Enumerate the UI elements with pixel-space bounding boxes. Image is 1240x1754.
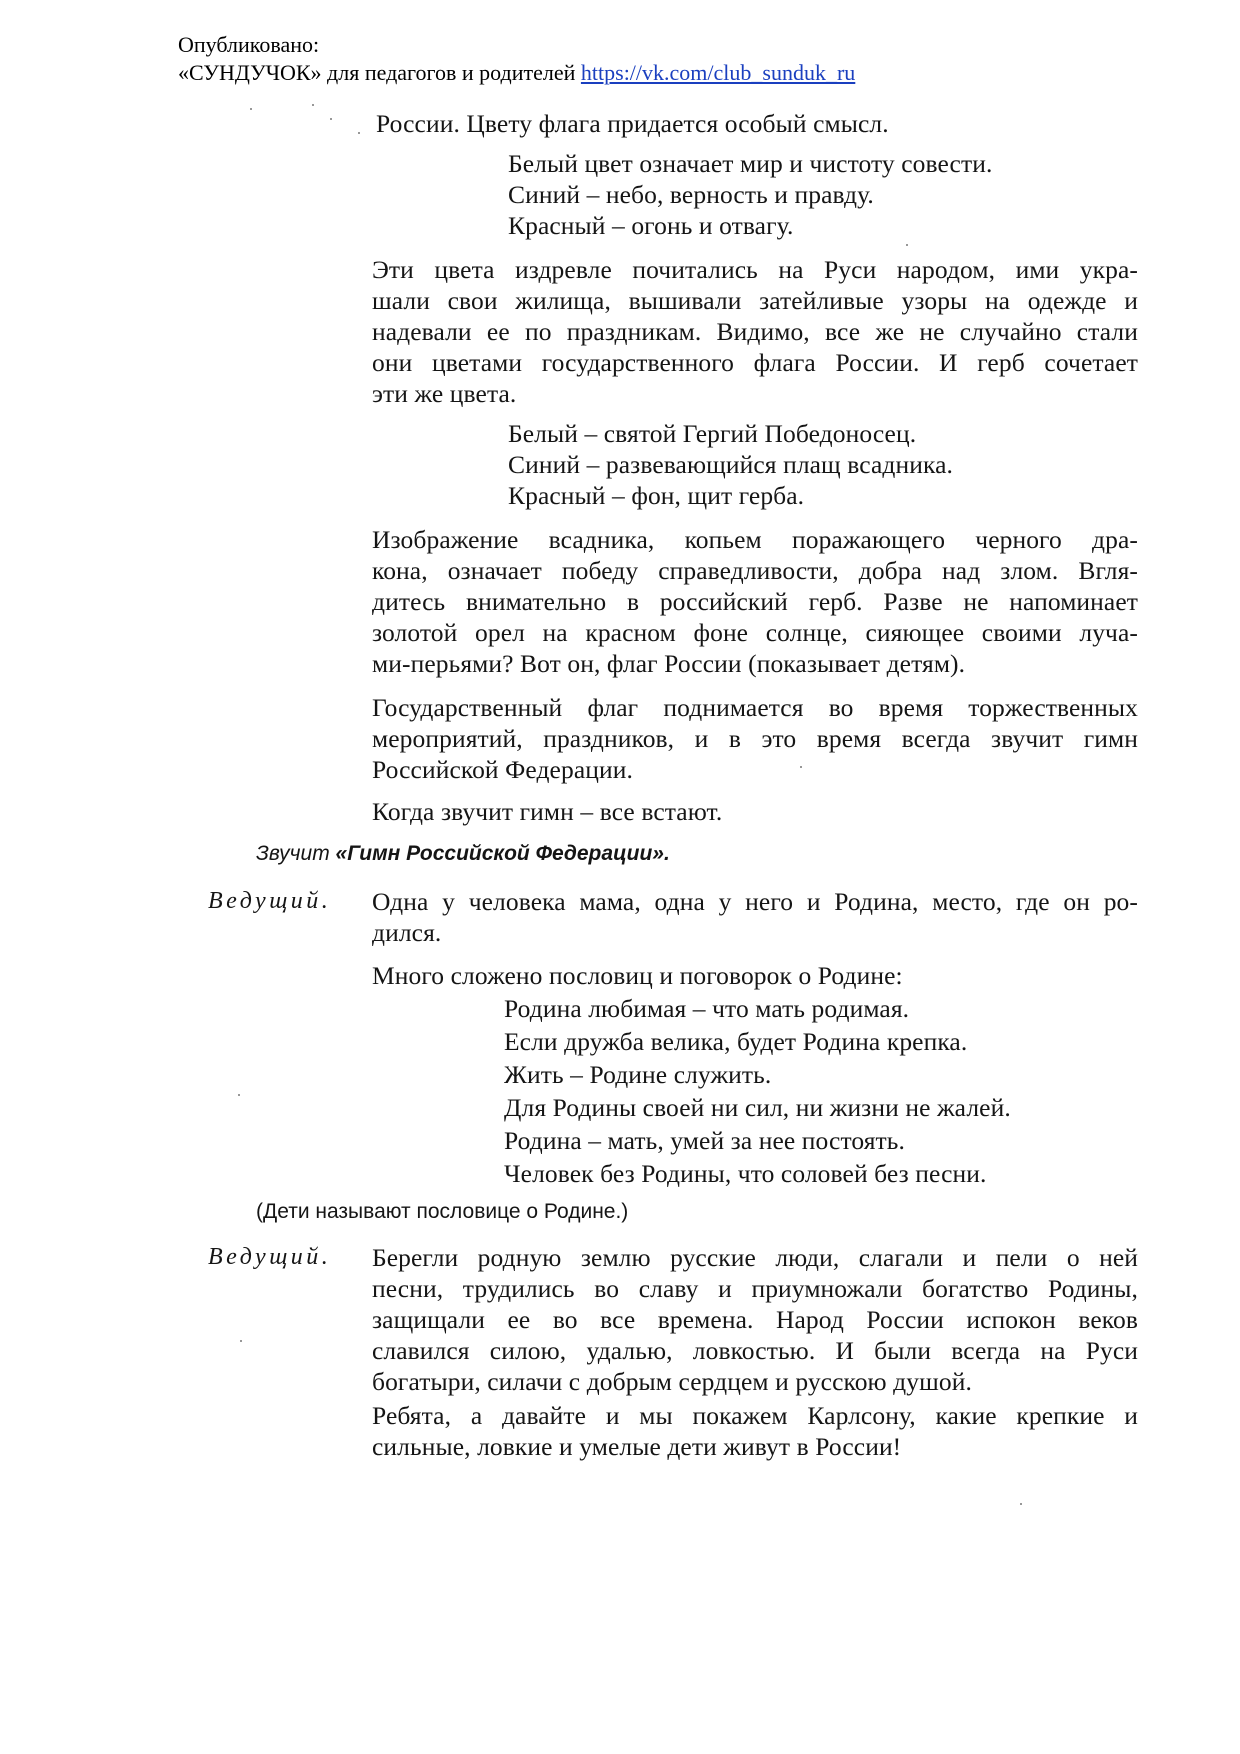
paragraph-2-line: шали свои жилища, вышивали затейливые узоры на одежде и — [372, 286, 1138, 315]
proverb: Если дружба велика, будет Родина крепка. — [504, 1027, 968, 1056]
scan-speck — [906, 244, 908, 246]
paragraph-4-line: мероприятий, праздников, и в это время всегда звучит гимн — [372, 724, 1138, 753]
paragraph-2-line: надевали ее по праздникам. Видимо, все же не случайно стали — [372, 317, 1138, 346]
proverb: Человек без Родины, что соловей без песни. — [504, 1159, 987, 1188]
speaker-1-line: дился. — [372, 918, 442, 947]
speaker-2-line: славился силою, удалью, ловкостью. И были всегда на Руси — [372, 1336, 1138, 1365]
flag-color-blue: Синий – небо, верность и правду. — [508, 180, 874, 209]
stage-direction-children: (Дети называют пословице о Родине.) — [256, 1200, 629, 1223]
scan-speck — [238, 1094, 240, 1096]
paragraph-2-line: Эти цвета издревле почитались на Руси народом, ими укра- — [372, 255, 1138, 284]
paragraph-4-line: Российской Федерации. — [372, 755, 633, 784]
speaker-2-line: сильные, ловкие и умелые дети живут в России! — [372, 1432, 902, 1461]
flag-color-red: Красный – огонь и отвагу. — [508, 211, 794, 240]
paragraph-1: России. Цвету флага придается особый смысл. — [376, 109, 889, 138]
anthem-title: «Гимн Российской Федерации». — [335, 842, 670, 865]
proverb: Жить – Родине служить. — [504, 1060, 772, 1089]
speaker-label: Ведущий. — [208, 888, 332, 914]
paragraph-2-line: они цветами государственного флага России. И герб сочетает — [372, 348, 1138, 377]
scan-speck — [312, 104, 314, 106]
paragraph-4-line: Государственный флаг поднимается во время торжественных — [372, 693, 1138, 722]
proverb: Родина любимая – что мать родимая. — [504, 994, 910, 1023]
flag-color-white: Белый цвет означает мир и чистоту совести. — [508, 149, 993, 178]
source-link[interactable]: https://vk.com/club_sunduk_ru — [580, 60, 856, 85]
proverb: Родина – мать, умей за нее постоять. — [504, 1126, 906, 1155]
speaker-2-line: Ребята, а давайте и мы покажем Карлсону, какие крепкие и — [372, 1401, 1138, 1430]
published-label: Опубликовано: — [178, 32, 320, 57]
paragraph-3-line: кона, означает победу справедливости, добра над злом. Вгля- — [372, 556, 1138, 585]
paragraph-5: Когда звучит гимн – все встают. — [372, 797, 723, 826]
source-line — [178, 60, 855, 86]
scan-speck — [358, 132, 360, 134]
scan-speck — [800, 766, 802, 768]
stage-direction-prefix: Звучит — [256, 842, 336, 865]
scan-speck — [250, 108, 252, 110]
stage-direction-anthem — [256, 842, 670, 866]
coat-color-blue: Синий – развевающийся плащ всадника. — [508, 450, 953, 479]
speaker-2-line: богатыри, силачи с добрым сердцем и русскою душой. — [372, 1367, 972, 1396]
speaker-label: Ведущий. — [208, 1244, 332, 1270]
scan-speck — [240, 1340, 242, 1342]
paragraph-3-line: ми-перьями? Вот он, флаг России (показывает детям). — [372, 649, 966, 678]
paragraph-2-line: эти же цвета. — [372, 379, 517, 408]
paragraph-3-line: дитесь внимательно в российский герб. Разве не напоминает — [372, 587, 1138, 616]
scan-speck — [330, 118, 332, 120]
paragraph-3-line: Изображение всадника, копьем поражающего черного дра- — [372, 525, 1138, 554]
speaker-1-line: Одна у человека мама, одна у него и Родина, место, где он ро- — [372, 887, 1138, 916]
coat-color-white: Белый – святой Гергий Победоносец. — [508, 419, 917, 448]
speaker-2-line: Берегли родную землю русские люди, слагали и пели о ней — [372, 1243, 1138, 1272]
source-text: «СУНДУЧОК» для педагогов и родителей — [178, 60, 581, 85]
proverbs-intro: Много сложено пословиц и поговорок о Родине: — [372, 961, 903, 990]
paragraph-3-line: золотой орел на красном фоне солнце, сияющее своими луча- — [372, 618, 1138, 647]
speaker-2-line: защищали ее во все времена. Народ России испокон веков — [372, 1305, 1138, 1334]
proverb: Для Родины своей ни сил, ни жизни не жалей. — [504, 1093, 1011, 1122]
scan-speck — [1020, 1503, 1022, 1505]
speaker-2-line: песни, трудились во славу и приумножали богатство Родины, — [372, 1274, 1138, 1303]
coat-color-red: Красный – фон, щит герба. — [508, 481, 805, 510]
